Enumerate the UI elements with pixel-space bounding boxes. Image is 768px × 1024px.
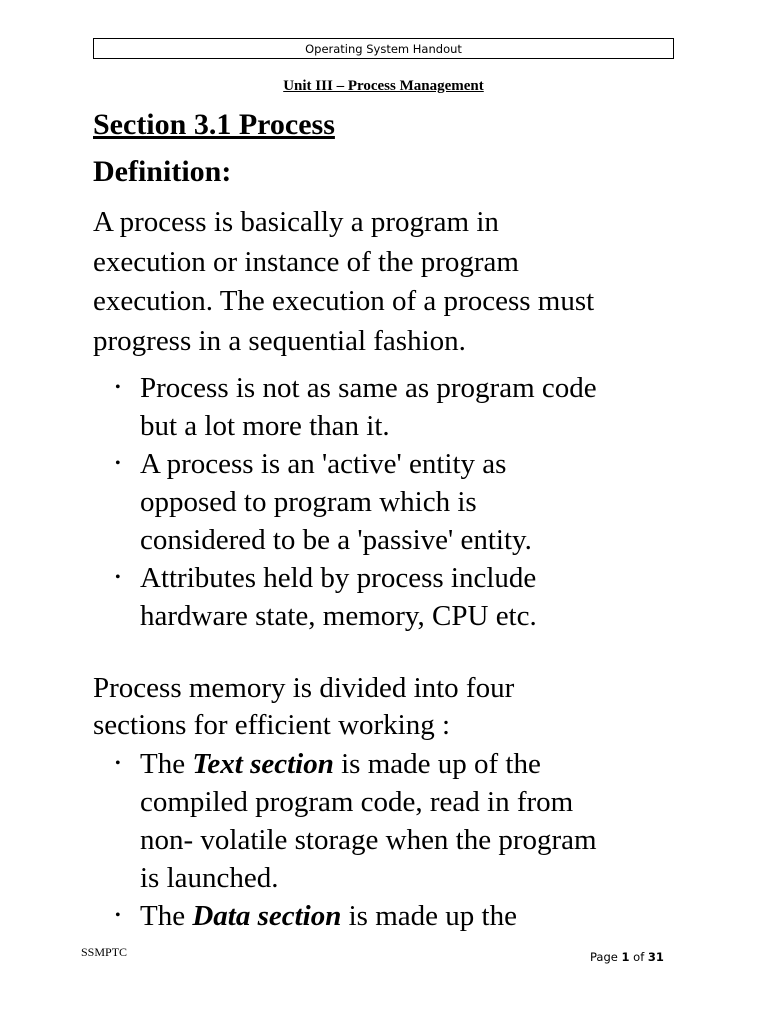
paragraph-line: Process memory is divided into four: [93, 672, 515, 704]
list-item-line: non- volatile storage when the program: [140, 824, 597, 856]
list-item: [93, 897, 713, 935]
list-item-line: but a lot more than it.: [140, 410, 390, 442]
paragraph-line: execution or instance of the program: [93, 245, 519, 278]
page-label: Page: [590, 950, 618, 964]
paragraph-line: progress in a sequential fashion.: [93, 324, 466, 357]
process-facts-list: [93, 369, 713, 635]
list-item-line: hardware state, memory, CPU etc.: [140, 600, 537, 632]
list-item: [93, 445, 713, 559]
text-prefix: The: [140, 748, 193, 780]
list-item-line: opposed to program which is: [140, 486, 477, 518]
list-item-line: A process is an 'active' entity as: [140, 448, 507, 480]
list-item-line: compiled program code, read in from: [140, 786, 574, 818]
list-item-line: Attributes held by process include: [140, 562, 537, 594]
bullet-icon: •: [115, 379, 121, 396]
paragraph-line: execution. The execution of a process must: [93, 285, 595, 317]
paragraph-line: sections for efficient working :: [93, 709, 451, 741]
list-item-line: [140, 745, 713, 783]
list-item: [93, 745, 713, 897]
text-suffix: is made up of the: [333, 748, 541, 780]
list-item: [93, 369, 713, 445]
bullet-icon: •: [115, 455, 121, 472]
page-of: of: [633, 950, 645, 964]
bullet-icon: •: [115, 907, 121, 924]
page-total: 31: [647, 950, 664, 964]
text-section-term: Text section: [192, 748, 334, 780]
page-current: 1: [621, 950, 630, 964]
definition-heading: Definition:: [93, 155, 232, 188]
bullet-icon: •: [115, 569, 121, 586]
paragraph-line: A process is basically a program in: [93, 206, 499, 238]
page-number: [590, 950, 664, 964]
page-header: [93, 38, 674, 59]
unit-title: Unit III – Process Management: [283, 78, 484, 94]
data-section-term: Data section: [192, 900, 342, 932]
data-suffix: is made up the: [341, 900, 517, 932]
bullet-icon: •: [115, 755, 121, 772]
footer-left: SSMPTC: [81, 945, 128, 959]
memory-intro-paragraph: [93, 670, 693, 744]
memory-sections-list: [93, 745, 713, 935]
list-item-line: [140, 897, 713, 935]
list-item-line: Process is not as same as program code: [140, 372, 597, 404]
section-title: Section 3.1 Process: [93, 108, 335, 141]
header-title: Operating System Handout: [305, 41, 462, 56]
list-item-line: is launched.: [140, 862, 279, 894]
list-item: [93, 559, 713, 635]
data-prefix: The: [140, 900, 193, 932]
definition-paragraph: [93, 203, 693, 361]
list-item-line: considered to be a 'passive' entity.: [140, 524, 532, 556]
